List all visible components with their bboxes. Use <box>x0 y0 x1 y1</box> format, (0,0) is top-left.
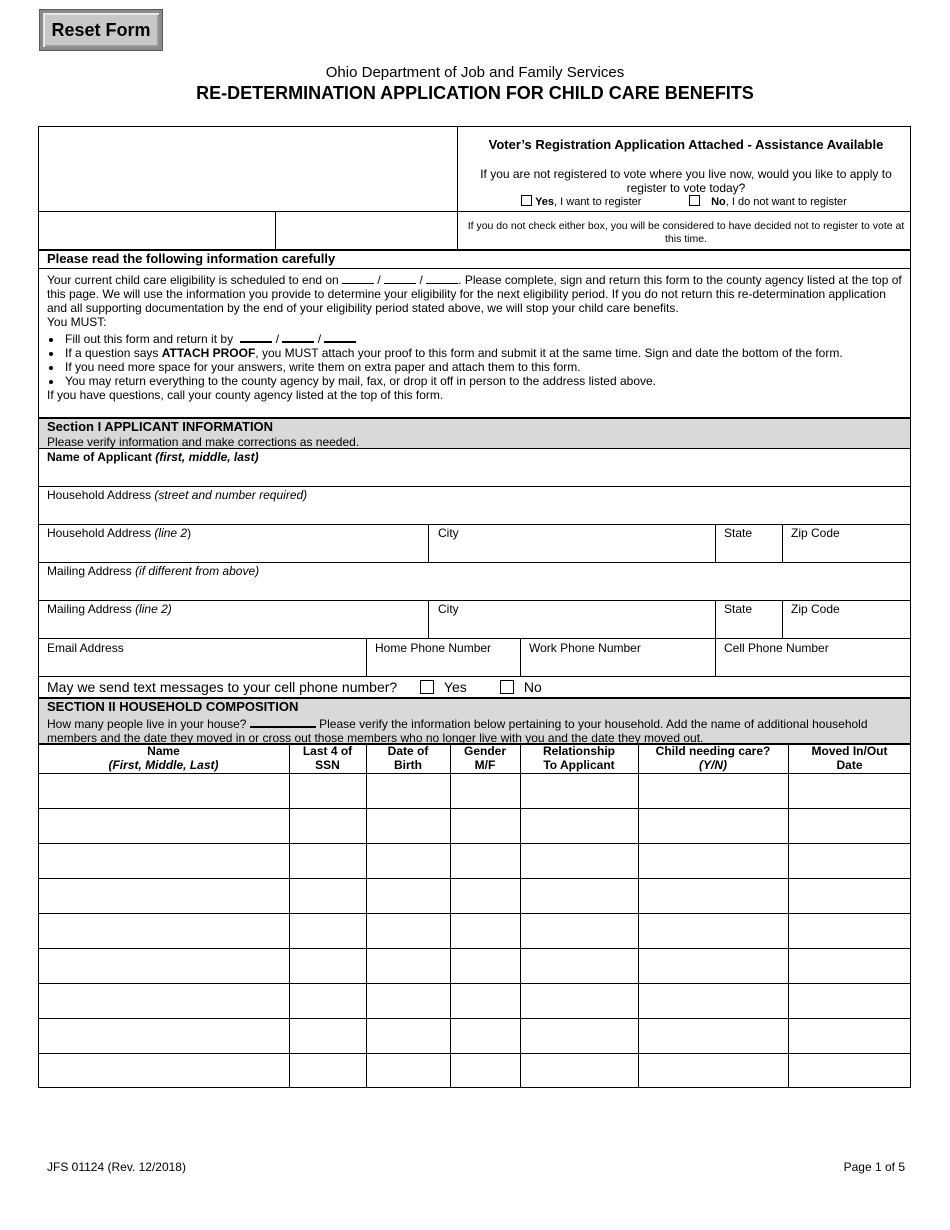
form-id: JFS 01124 (Rev. 12/2018) <box>47 1160 186 1174</box>
member-moved-date-cell[interactable] <box>789 949 911 983</box>
member-relationship-cell[interactable] <box>521 914 638 948</box>
column-header-line1: Name <box>147 744 180 758</box>
county-agency-field[interactable] <box>39 127 456 210</box>
column-header <box>788 744 911 772</box>
member-dob-cell[interactable] <box>367 844 450 878</box>
voter-no-text: , I do not want to register <box>725 196 847 208</box>
voter-no-checkbox[interactable] <box>689 195 700 206</box>
member-relationship-cell[interactable] <box>521 774 638 808</box>
column-header-line2: (Y/N) <box>699 758 727 772</box>
member-child-care-cell[interactable] <box>639 1019 788 1053</box>
member-name-cell[interactable] <box>39 879 289 913</box>
member-moved-date-cell[interactable] <box>789 844 911 878</box>
case-name-field[interactable] <box>39 212 274 249</box>
return-month-field[interactable] <box>240 329 272 343</box>
case-number-field[interactable] <box>276 212 456 249</box>
member-name-cell[interactable] <box>39 809 289 843</box>
section1-title: Section I APPLICANT INFORMATION <box>47 419 274 434</box>
date-separator: / <box>317 332 322 346</box>
cell-phone-label: Cell Phone Number <box>724 641 829 655</box>
member-child-care-cell[interactable] <box>639 809 788 843</box>
home-phone-field[interactable] <box>367 639 520 676</box>
mailing-address2-field[interactable] <box>39 601 428 638</box>
member-name-cell[interactable] <box>39 984 289 1018</box>
bullet-more-space: • If you need more space for your answers, write them on extra paper and attach them to this form. <box>63 360 907 374</box>
column-header-line1: Date of <box>387 744 429 758</box>
household-count-question: How many people live in your house? <box>47 717 247 731</box>
date-separator: / <box>275 332 280 346</box>
column-header-line2: SSN <box>315 758 340 772</box>
text-message-yes-checkbox[interactable] <box>420 680 434 694</box>
mailing-zip-field[interactable] <box>783 601 910 638</box>
date-separator: / <box>377 273 381 287</box>
agency-name: Ohio Department of Job and Family Services <box>325 64 625 81</box>
member-child-care-cell[interactable] <box>639 914 788 948</box>
mailing-address2-hint: (line 2) <box>135 602 172 616</box>
eligibility-day-field[interactable] <box>384 271 416 284</box>
questions-note: If you have questions, call your county agency listed at the top of this form. <box>47 388 444 402</box>
mailing-state-field[interactable] <box>716 601 782 638</box>
return-year-field[interactable] <box>324 329 356 343</box>
text-message-question: May we send text messages to your cell phone number? <box>47 679 398 695</box>
email-label: Email Address <box>47 641 124 655</box>
column-header <box>638 744 788 772</box>
household-address2-hint: (line 2 <box>154 526 188 540</box>
voter-yes-option[interactable] <box>521 195 641 208</box>
member-dob-cell[interactable] <box>367 1019 450 1053</box>
section2-title: SECTION II HOUSEHOLD COMPOSITION <box>47 699 299 714</box>
member-child-care-cell[interactable] <box>639 844 788 878</box>
member-relationship-cell[interactable] <box>521 949 638 983</box>
bullet-return-by <box>63 329 907 346</box>
column-header-line1: Last 4 of <box>302 744 353 758</box>
member-name-cell[interactable] <box>39 774 289 808</box>
date-separator: / <box>419 273 423 287</box>
household-city-field[interactable] <box>429 525 715 562</box>
member-ssn-cell[interactable] <box>290 774 366 808</box>
cell-phone-field[interactable] <box>716 639 910 676</box>
member-relationship-cell[interactable] <box>521 879 638 913</box>
member-relationship-cell[interactable] <box>521 1019 638 1053</box>
member-relationship-cell[interactable] <box>521 809 638 843</box>
column-header-line2: Date <box>836 758 863 772</box>
bullet-return-options: • You may return everything to the county agency by mail, fax, or drop it off in person to the address listed above. <box>63 374 907 388</box>
mailing-address2-label-text: Mailing Address <box>47 602 132 616</box>
text-message-no-checkbox[interactable] <box>500 680 514 694</box>
member-gender-cell[interactable] <box>451 1019 520 1053</box>
text-message-yes-option[interactable] <box>420 679 467 695</box>
member-dob-cell[interactable] <box>367 809 450 843</box>
column-header-line1: Moved In/Out <box>811 744 888 758</box>
email-field[interactable] <box>39 639 366 676</box>
work-phone-label: Work Phone Number <box>529 641 641 655</box>
member-dob-cell[interactable] <box>367 1054 450 1088</box>
voter-yes-checkbox[interactable] <box>521 195 532 206</box>
member-child-care-cell[interactable] <box>639 1054 788 1088</box>
member-moved-date-cell[interactable] <box>789 1019 911 1053</box>
page-number: Page 1 of 5 <box>843 1160 905 1174</box>
household-address2-hint-close: ) <box>187 526 192 540</box>
column-header <box>38 744 289 772</box>
voter-no-option[interactable] <box>689 195 847 208</box>
reset-form-button[interactable]: Reset Form <box>40 10 162 50</box>
member-name-cell[interactable] <box>39 844 289 878</box>
household-address-label-text: Household Address <box>47 488 152 502</box>
member-child-care-cell[interactable] <box>639 949 788 983</box>
text-message-no-label: No <box>523 679 542 695</box>
member-ssn-cell[interactable] <box>290 949 366 983</box>
member-gender-cell[interactable] <box>451 914 520 948</box>
column-header-line2: To Applicant <box>543 758 615 772</box>
member-ssn-cell[interactable] <box>290 809 366 843</box>
member-gender-cell[interactable] <box>451 984 520 1018</box>
eligibility-text: Your current child care eligibility is scheduled to end on <box>47 273 339 287</box>
member-name-cell[interactable] <box>39 1019 289 1053</box>
household-address-hint: (street and number required) <box>154 488 308 502</box>
member-moved-date-cell[interactable] <box>789 774 911 808</box>
mailing-state-label: State <box>724 602 753 616</box>
voter-no-label: No <box>711 196 726 208</box>
member-relationship-cell[interactable] <box>521 844 638 878</box>
member-name-cell[interactable] <box>39 949 289 983</box>
member-moved-date-cell[interactable] <box>789 879 911 913</box>
member-ssn-cell[interactable] <box>290 984 366 1018</box>
member-gender-cell[interactable] <box>451 949 520 983</box>
household-city-label: City <box>438 526 459 540</box>
bullet-attach-proof-post: , you MUST attach your proof to this form and submit it at the same time. Sign and date the bottom of the form. <box>255 346 843 360</box>
eligibility-period: . <box>458 273 462 287</box>
text-message-no-option[interactable] <box>500 679 542 695</box>
member-moved-date-cell[interactable] <box>789 1054 911 1088</box>
member-ssn-cell[interactable] <box>290 1019 366 1053</box>
member-dob-cell[interactable] <box>367 879 450 913</box>
applicant-name-label-text: Name of Applicant <box>47 450 152 464</box>
household-address-field[interactable] <box>39 487 910 524</box>
member-gender-cell[interactable] <box>451 879 520 913</box>
mailing-city-field[interactable] <box>429 601 715 638</box>
voter-notice: If you do not check either box, you will be considered to have decided not to register to vote at this time. <box>467 220 905 245</box>
member-ssn-cell[interactable] <box>290 844 366 878</box>
info-body <box>47 271 907 402</box>
bullet-attach-proof-bold: ATTACH PROOF <box>161 346 256 360</box>
member-ssn-cell[interactable] <box>290 879 366 913</box>
household-zip-label: Zip Code <box>791 526 840 540</box>
home-phone-label: Home Phone Number <box>375 641 492 655</box>
page-title: RE-DETERMINATION APPLICATION FOR CHILD CARE BENEFITS <box>196 83 754 103</box>
bullet-attach-proof-pre: If a question says <box>65 346 162 360</box>
voter-yes-label: Yes <box>535 196 555 208</box>
bullet-attach-proof <box>63 346 907 360</box>
column-header <box>520 744 638 772</box>
applicant-name-hint: (first, middle, last) <box>155 450 259 464</box>
member-child-care-cell[interactable] <box>639 774 788 808</box>
voter-heading: Voter’s Registration Application Attached - Assistance Available <box>488 137 884 152</box>
eligibility-instructions: Please complete, sign and return this form to the county agency listed at the top of this page. We will use the information you provide to determine your eligibility for the next eligibility period. If you do not return this re-determination application and all supporting documentation by the end of your eligibility period stated above, we will stop your child care benefits. <box>47 273 902 315</box>
member-ssn-cell[interactable] <box>290 1054 366 1088</box>
column-header-line2: Birth <box>394 758 422 772</box>
column-header-line2: (First, Middle, Last) <box>108 758 219 772</box>
member-ssn-cell[interactable] <box>290 914 366 948</box>
info-heading: Please read the following information carefully <box>47 251 336 266</box>
household-address2-field[interactable] <box>39 525 428 562</box>
eligibility-month-field[interactable] <box>342 271 374 284</box>
column-header-line2: M/F <box>474 758 496 772</box>
member-dob-cell[interactable] <box>367 774 450 808</box>
member-dob-cell[interactable] <box>367 984 450 1018</box>
member-moved-date-cell[interactable] <box>789 984 911 1018</box>
household-address2-label-text: Household Address <box>47 526 152 540</box>
member-relationship-cell[interactable] <box>521 984 638 1018</box>
bullet-return-by-text: Fill out this form and return it by <box>65 332 234 346</box>
household-count-field[interactable] <box>250 715 316 728</box>
column-header <box>289 744 366 772</box>
mailing-city-label: City <box>438 602 459 616</box>
voter-question: If you are not registered to vote where you live now, would you like to apply to register to vote today? <box>480 167 892 195</box>
column-header <box>366 744 450 772</box>
member-gender-cell[interactable] <box>451 844 520 878</box>
member-gender-cell[interactable] <box>451 774 520 808</box>
column-header-line1: Child needing care? <box>655 744 771 758</box>
mailing-address-field[interactable] <box>39 563 910 600</box>
household-zip-field[interactable] <box>783 525 910 562</box>
member-name-cell[interactable] <box>39 914 289 948</box>
member-gender-cell[interactable] <box>451 809 520 843</box>
applicant-name-field[interactable] <box>39 449 910 486</box>
voter-yes-text: , I want to register <box>554 196 642 208</box>
eligibility-paragraph <box>47 271 907 315</box>
return-day-field[interactable] <box>282 329 314 343</box>
member-child-care-cell[interactable] <box>639 879 788 913</box>
household-instructions-text: Please verify the information below pertaining to your household. Add the name of additional household members and the date they moved in or cross out those members who no longer live with you and the date they moved out. <box>47 717 868 745</box>
section1-subtitle: Please verify information and make corrections as needed. <box>47 435 360 449</box>
household-state-label: State <box>724 526 753 540</box>
household-state-field[interactable] <box>716 525 782 562</box>
member-moved-date-cell[interactable] <box>789 809 911 843</box>
column-header-line1: Gender <box>463 744 506 758</box>
member-dob-cell[interactable] <box>367 914 450 948</box>
text-message-yes-label: Yes <box>443 679 467 695</box>
member-child-care-cell[interactable] <box>639 984 788 1018</box>
member-relationship-cell[interactable] <box>521 1054 638 1088</box>
eligibility-year-field[interactable] <box>426 271 458 284</box>
mailing-address-label-text: Mailing Address <box>47 564 132 578</box>
member-gender-cell[interactable] <box>451 1054 520 1088</box>
you-must: You MUST: <box>47 315 107 329</box>
column-header-line1: Relationship <box>542 744 615 758</box>
work-phone-field[interactable] <box>521 639 715 676</box>
member-name-cell[interactable] <box>39 1054 289 1088</box>
section2-instructions <box>47 715 907 745</box>
column-header <box>450 744 520 772</box>
member-dob-cell[interactable] <box>367 949 450 983</box>
mailing-zip-label: Zip Code <box>791 602 840 616</box>
mailing-address-hint: (if different from above) <box>135 564 260 578</box>
member-moved-date-cell[interactable] <box>789 914 911 948</box>
